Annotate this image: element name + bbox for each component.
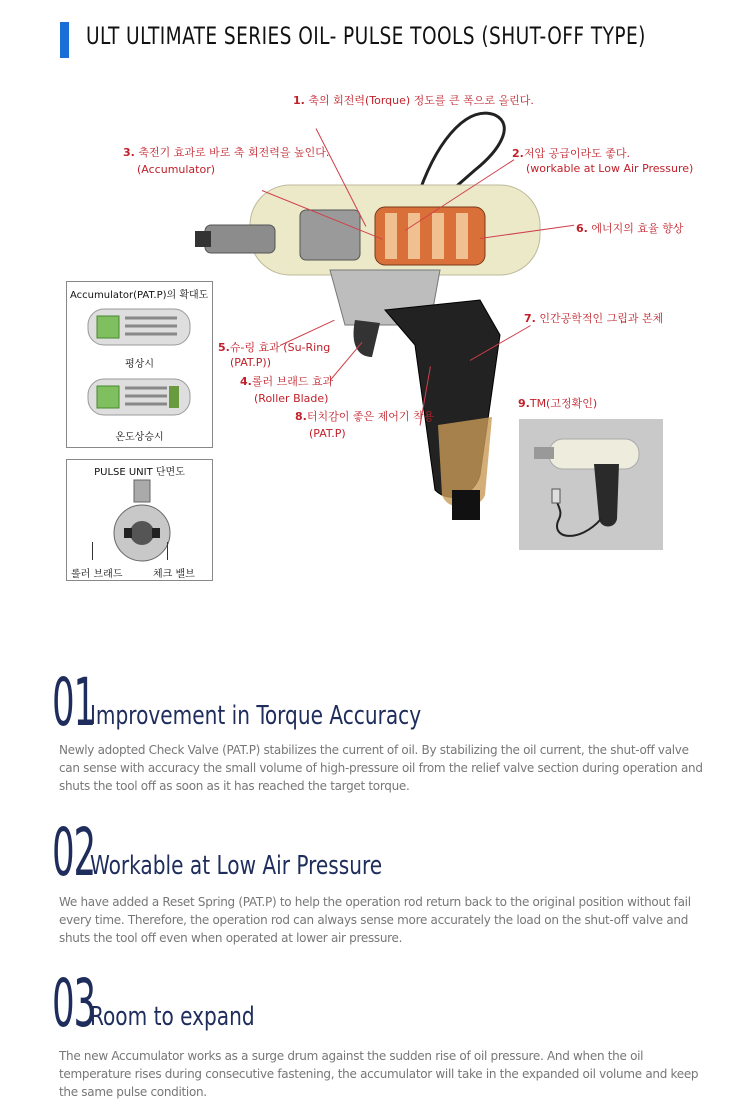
callout-text: 저압 공급이라도 좋다. <box>523 147 630 160</box>
callout-text: 축의 회전력(Torque) 정도를 큰 폭으로 올린다. <box>308 94 534 107</box>
callout-text: 축전기 효과로 바로 축 회전력을 높인다. <box>138 146 330 159</box>
callout-5 <box>218 340 330 370</box>
tm-product-photo <box>519 419 663 550</box>
section-02-body: We have added a Reset Spring (PAT.P) to help the operation rod return back to the original position without fail every time. Therefore, the operation rod can always sense more accurately the load on the shut-off valve and shuts the tool off even when operated at lower air pressure. <box>59 895 691 945</box>
callout-number: 5. <box>218 341 230 354</box>
callout-4 <box>240 374 333 406</box>
callout-number: 4. <box>240 375 252 388</box>
callout-text: TM(고정확인) <box>529 397 598 410</box>
callout-subtext: (workable at Low Air Pressure) <box>526 162 694 175</box>
title-accent-bar <box>60 22 69 58</box>
section-02-number: 02 <box>52 814 95 891</box>
callout-7 <box>524 311 663 326</box>
callout-text: 터치감이 좋은 제어기 착용 <box>306 410 435 423</box>
callout-text: 롤러 브래드 효과 <box>251 375 334 388</box>
accumulator-temp-rise-label: 온도상승시 <box>115 432 164 443</box>
callout-number: 1. <box>293 94 305 107</box>
callout-3 <box>123 145 329 177</box>
section-03-body: The new Accumulator works as a surge drum against the sudden rise of oil pressure. And when the oil temperature rises during consecutive fastening, the accumulator will take in the expanded oil volume and keep the same pulse condition. <box>59 1049 699 1099</box>
callout-2 <box>512 146 693 176</box>
pulse-unit-cross-section <box>112 478 172 563</box>
callout-subtext: (Accumulator) <box>137 163 216 176</box>
check-valve-label: 체크 밸브 <box>153 569 195 580</box>
accumulator-normal-label: 평상시 <box>125 359 154 370</box>
callout-number: 8. <box>295 410 307 423</box>
section-03-title: Room to expand <box>90 1002 255 1032</box>
accumulator-box-title: Accumulator(PAT.P)의 확대도 <box>70 290 209 301</box>
section-03-number: 03 <box>52 965 95 1042</box>
callout-9 <box>518 396 597 411</box>
section-01-number: 01 <box>52 664 95 741</box>
section-01-body: Newly adopted Check Valve (PAT.P) stabilizes the current of oil. By stabilizing the oil current, the shut-off valve can sense with accuracy the small volume of high-pressure oil from the relief valve section during operation and shuts the tool off as soon as it has reached the target torque. <box>59 743 703 793</box>
accumulator-temp-rise-diagram <box>87 374 192 419</box>
pulse-unit-title: PULSE UNIT 단면도 <box>94 467 185 478</box>
section-01-title: Improvement in Torque Accuracy <box>90 701 422 731</box>
callout-8 <box>295 409 434 441</box>
callout-number: 7. <box>524 312 536 325</box>
callout-subtext: (PAT.P)) <box>230 356 272 369</box>
pulse-unit-box <box>66 459 213 581</box>
callout-number: 6. <box>576 222 588 235</box>
pointer-check-valve <box>167 542 168 560</box>
tm-tool-illustration <box>519 419 663 550</box>
callout-1 <box>293 93 534 108</box>
callout-number: 2. <box>512 147 524 160</box>
callout-text: 슈-링 효과 (Su-Ring <box>229 341 331 354</box>
accumulator-detail-box <box>66 281 213 448</box>
callout-subtext: (PAT.P) <box>309 427 346 440</box>
callout-number: 3. <box>123 146 135 159</box>
page-title: ULT ULTIMATE SERIES OIL- PULSE TOOLS (SHUT-OFF TYPE) <box>86 22 646 50</box>
pointer-roller <box>92 542 93 560</box>
roller-blade-label: 롤러 브래드 <box>71 569 123 580</box>
callout-number: 9. <box>518 397 530 410</box>
callout-text: 에너지의 효율 향상 <box>591 222 684 235</box>
accumulator-normal-diagram <box>87 304 192 349</box>
callout-text: 인간공학적인 그립과 본체 <box>539 312 664 325</box>
callout-subtext: (Roller Blade) <box>254 392 329 405</box>
section-02-title: Workable at Low Air Pressure <box>90 851 383 881</box>
callout-6 <box>576 221 683 236</box>
